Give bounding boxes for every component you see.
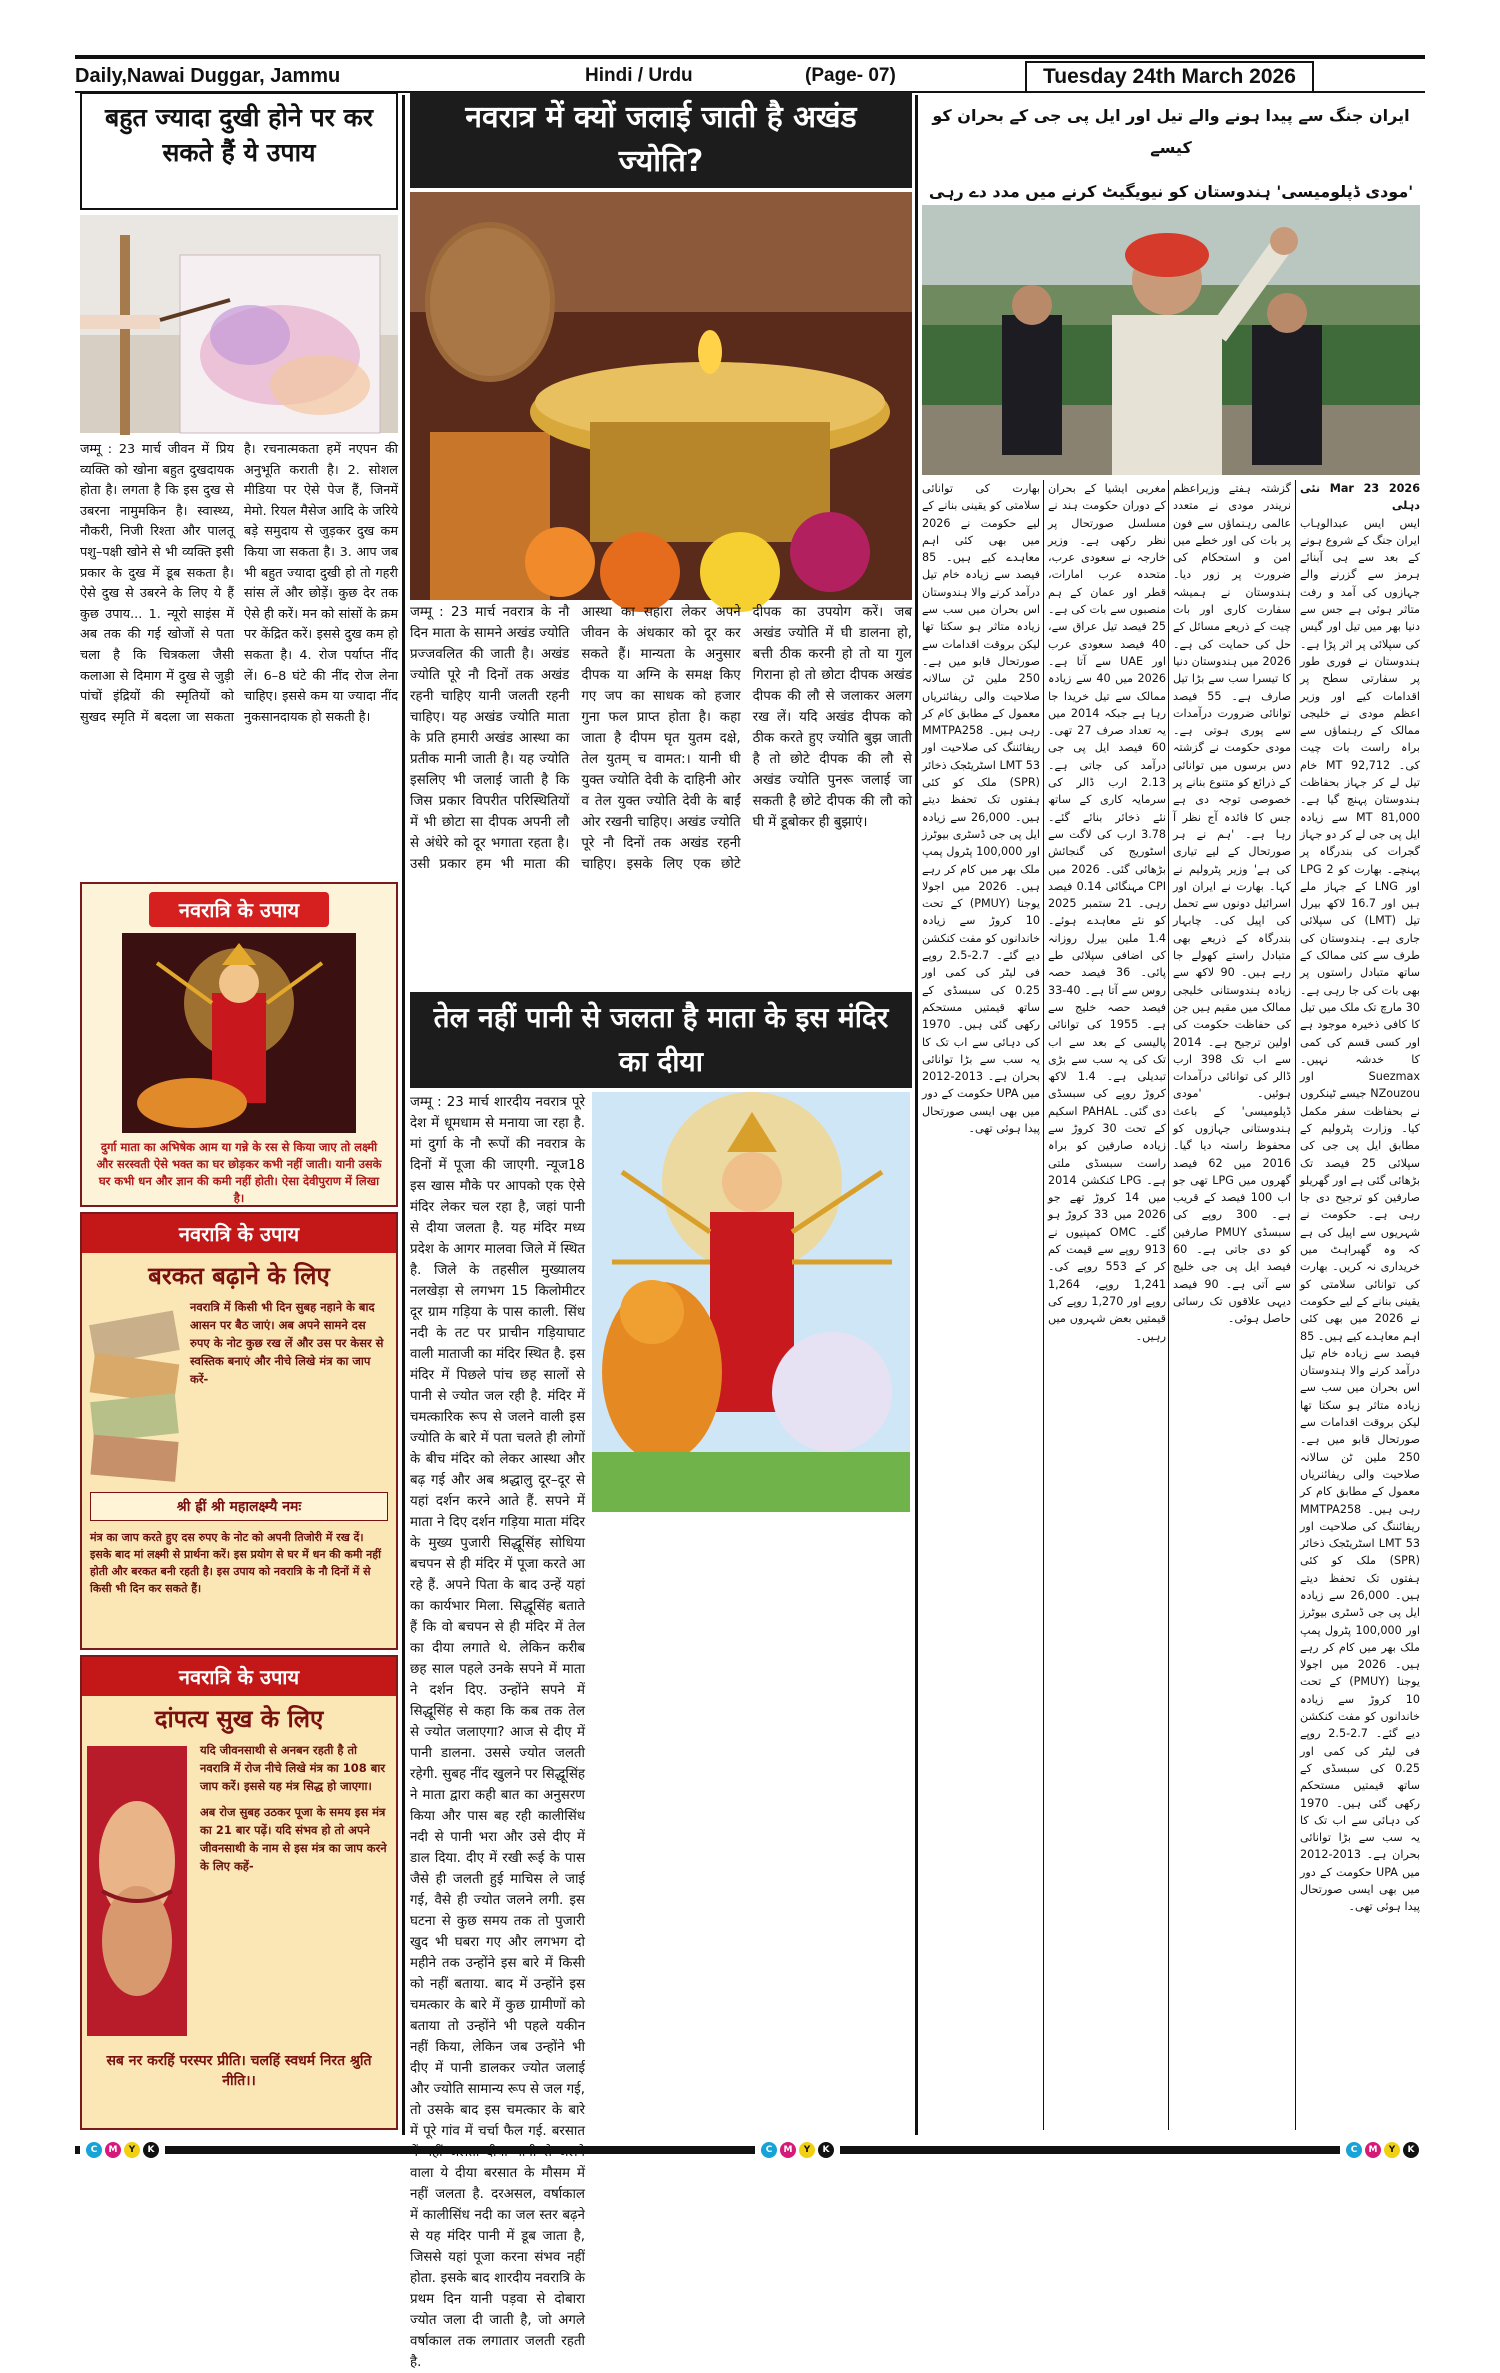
urdu-body-col1-text: ایس ایس عبدالوہاب ایران جنگ کے شروع ہونے کے بعد سے ہی آبنائے ہرمز سے گزرنے والے جہازوں کی آمد و رفت متاثر ہوئی ہے جس سے دنیا بھر میں تیل اور گیس کی سپلائی پر اثر پڑا ہے۔ ہندوستان نے فوری طور پر سفارتی سطح پر اقدامات کیے اور وزیر اعظم مودی نے خلیجی ممالک کے رہنماؤں سے براہ راست بات چیت کی۔ 92,712 MT خام تیل لے کر جہاز بحفاظت ہندوستان پہنچ گیا ہے۔ 81,000 MT سے زیادہ ایل پی جی لے کر دو جہاز گجرات کی بندرگاہ پر پہنچے۔ بھارت کو 2 LPG اور LNG کے جہاز ملے ہیں اور 16.7 لاکھ بیرل تیل (LMT) کی سپلائی جاری ہے۔ ہندوستان کی طرف سے کئی ممالک کے ساتھ متبادل راستوں پر بھی بات کی جا رہی ہے۔ 30 مارچ تک ملک میں تیل کا کافی ذخیرہ موجود ہے اور کسی قسم کی کمی کا خدشہ نہیں۔ Suezmax اور NZouzou جیسے ٹینکروں نے بحفاظت سفر مکمل کیا۔ وزارت پٹرولیم کے مطابق ایل پی جی کی سپلائی 25 فیصد تک بڑھائی گئی ہے اور گھریلو صارفین کو ترجیح دی جا رہی ہے۔ حکومت نے شہریوں سے اپیل کی ہے کہ وہ گھبراہٹ میں خریداری نہ کریں۔ — [1300, 516, 1420, 1274]
cmyk-c: C — [86, 2142, 102, 2158]
modi-waving-illustration — [922, 205, 1420, 475]
urdu-dateline: 2026 Mar 23 نئی دہلی — [1300, 482, 1420, 513]
modi-photo — [922, 205, 1420, 475]
ad-navratri-1 — [80, 882, 398, 1207]
cmyk-m: M — [1365, 2142, 1381, 2158]
painting-illustration — [80, 215, 398, 433]
urdu-body-col2 — [1173, 480, 1291, 2130]
registration-marks-center — [755, 2142, 840, 2158]
page-number: (Page- 07) — [805, 65, 896, 86]
cmyk-m: M — [105, 2142, 121, 2158]
masthead — [75, 55, 1425, 93]
couple-hands-illustration — [82, 1741, 192, 2041]
cmyk-c: C — [1346, 2142, 1362, 2158]
cmyk-c: C — [761, 2142, 777, 2158]
ad2-text1: नवरात्रि में किसी भी दिन सुबह नहाने के बाद आसन पर बैठ जाएं। अब अपने सामने दस रुपए के नोट कुछ रख लें और उस पर केसर से स्वस्तिक बनाएं और नीचे लिखे मंत्र का जाप करें- — [190, 1300, 384, 1386]
article-akhand-jyoti-body — [410, 602, 912, 990]
akhand-jyoti-photo — [410, 192, 912, 600]
article-water-lamp-text: जम्मू : 23 मार्च शारदीय नवरात्र पूरे देश में धूमधाम से मनाया जा रहा है. मां दुर्गा के नौ रूपों की नवरात्र के दिनों में पूजा की जाएगी. न्यूज18 इस खास मौके पर आपको एक ऐसे मंदिर लेकर चल रहा है, जहां पानी से दीया जलता है. यह मंदिर मध्य प्रदेश के आगर मालवा जिले में स्थित है. जिले के तहसील मुख्यालय नलखेड़ा से लगभग 15 किलोमीटर दूर ग्राम गड़िया के पास काली. सिंध नदी के तट पर प्राचीन गड़ियाघाट वाली माताजी का मंदिर स्थित है. इस मंदिर में पिछले पांच छह सालों से पानी से ज्योत जल रही है. मंदिर में चमत्कारिक रूप से जलने वाली इस ज्योति के बारे में पता चलते ही लोगों के बीच मंदिर को लेकर आस्था और बढ़ गई और अब श्रद्धालु दूर–दूर से यहां दर्शन करने आते हैं. सपने में माता ने दिए दर्शन गड़िया माता मंदिर के मुख्य पुजारी सिद्धूसिंह सोधिया बचपन से ही मंदिर में पूजा करते आ रहे हैं. अपने पिता के बाद उन्हें यहां का कार्यभार मिला. सिद्धूसिंह बताते हैं कि वो बचपन से ही मंदिर में तेल का दीया लगाते थे. लेकिन करीब छह साल पहले उनके सपने में माता ने दर्शन दिए. उन्होंने सपने में सिद्धूसिंह से कहा कि कब तक तेल से ज्योत जलाएगा? आज से दीए में पानी डालना. उससे ज्योत जलती रहेगी. सुबह नींद खुलने पर सिद्धूसिंह ने माता द्वारा कही बात का अनुसरण किया और पास बह रही कालीसिंध नदी से पानी भरा और उसे दीए में डाल दिया. दीए में रखी रूई के पास जैसे ही जलती हुई माचिस ले जाई गई, वैसे ही ज्योत जलने लगी. इस घटना से कुछ समय तक तो पुजारी खुद भी घबरा गए और लगभग दो महीने तक उन्होंने इस बारे में किसी को नहीं बताया. बाद में उन्होंने इस चमत्कार के बारे में कुछ ग्रामीणों को बताया तो उन्होंने भी पहले यकीन नहीं किया, लेकिन जब उन्होंने भी दीए में पानी डालकर ज्योत जलाई और ज्योति सामान्य रूप से जल गई, तो उसके बाद इस चमत्कार के बारे में पूरे गांव में चर्चा फैल गई. बरसात वाला ये दीया बरसात के मौसम में नहीं जलता है. दरअसल, वर्षाकाल में कालीसिंध नदी का जल स्तर बढ़ने से यह मंदिर पानी में डूब जाता है, जिससे यहां पूजा करना संभव नहीं होता. इसके बाद शारदीय नवरात्रि के प्रथम दिन यानी पड़वा से दोबारा ज्योत जला दी जाती है, जो अगले वर्षाकाल तक लगातार जलती रहती है. — [410, 1095, 585, 2370]
headline-grief — [80, 92, 398, 210]
ad1-caption: दुर्गा माता का अभिषेक आम या गन्ने के रस से किया जाए तो लक्ष्मी और सरस्वती ऐसे भक्त का घर छोड़कर कभी नहीं जाती। यानी उसके घर कभी धन और ज्ञान की कमी नहीं होती। ऐसा देवीपुराण में लिखा है। — [96, 1140, 382, 1205]
ad2-mantra: श्री ह्रीं श्री महालक्ष्म्यै नमः — [90, 1492, 388, 1521]
urdu-body-col4-text: گزشتہ ہفتے وزیراعظم نریندر مودی نے متعدد عالمی رہنماؤں سے فون پر بات کی اور خطے میں امن و استحکام کی ضرورت پر زور دیا۔ ہندوستان نے ہمیشہ سفارت کاری اور بات چیت کے ذریعے مسائل کے حل کی حمایت کی ہے۔ 2026 میں ہندوستان دنیا کا تیسرا سب سے بڑا تیل صارف ہے۔ 55 فیصد توانائی ضرورت درآمدات سے پوری ہوتی ہے۔ مودی حکومت نے گزشتہ دس برسوں میں توانائی کے ذرائع کو متنوع بنانے پر خصوصی توجہ دی ہے جس کا فائدہ آج نظر آ رہا ہے۔ 'ہم نے ہر صورتحال کے لیے تیاری کی ہے' وزیر پٹرولیم نے کہا۔ بھارت نے ایران اور اسرائیل دونوں سے تحمل کی اپیل کی۔ چابہار بندرگاہ کے ذریعے بھی متبادل راستے کھولے جا رہے ہیں۔ 90 لاکھ سے زیادہ ہندوستانی خلیجی ممالک میں مقیم ہیں جن کی حفاظت حکومت کی اولین ترجیح ہے۔ 2014 سے اب تک 398 ارب ڈالر کی توانائی درآمدات ہوئیں۔ 'مودی ڈپلومیسی' کے باعث ہندوستانی جہازوں کو محفوظ راستہ دیا گیا۔ 2016 میں 62 فیصد گھروں میں LPG تھی جو اب 100 فیصد کے قریب ہے۔ 300 روپے کی سبسڈی PMUY صارفین کو دی جاتی ہے۔ 60 فیصد ایل پی جی خلیج سے آتی ہے۔ 90 فیصد دیہی علاقوں تک رسائی حاصل ہوئی۔ — [1173, 482, 1292, 1326]
ad2-text2: मंत्र का जाप करते हुए दस रुपए के नोट को अपनी तिजोरी में रख दें। इसके बाद मां लक्ष्मी से प्रार्थना करें। इस प्रयोग से घर में धन की कमी नहीं होती और बरकत बनी रहती है। इस उपाय को नवरात्रि के नौ दिनों में से किसी भी दिन कर सकते हैं। — [90, 1531, 381, 1595]
headline-water-lamp-text: तेल नहीं पानी से जलता है माता के इस मंदिर का दीया — [433, 1001, 889, 1078]
urdu-headline — [922, 100, 1420, 200]
headline-akhand-jyoti — [410, 92, 912, 188]
cmyk-y: Y — [1384, 2142, 1400, 2158]
paper-name: Daily,Nawai Duggar, Jammu — [75, 65, 341, 87]
column-rule — [402, 95, 405, 2135]
cmyk-y: Y — [799, 2142, 815, 2158]
ad1-title: नवरात्रि के उपाय — [149, 892, 329, 927]
ad2-subtitle: बरकत बढ़ाने के लिए — [148, 1262, 330, 1290]
headline-water-lamp — [410, 992, 912, 1088]
goddess-durga-illustration — [592, 1092, 910, 1512]
painting-photo — [80, 215, 398, 433]
cmyk-k: K — [1403, 2142, 1419, 2158]
urdu-body-col2-text: بھارت کی توانائی سلامتی کو یقینی بنانے کے لیے حکومت نے 2026 میں بھی کئی اہم معاہدے کیے ہیں۔ 85 فیصد سے زیادہ خام تیل درآمد کرنے والا ہندوستان اس بحران میں سب سے زیادہ متاثر ہو سکتا تھا لیکن بروقت اقدامات سے صورتحال قابو میں ہے۔ 250 ملین ٹن سالانہ صلاحیت والی ریفائنریاں معمول کے مطابق کام کر رہی ہیں۔ MMTPA258 ریفائننگ کی صلاحیت اور 53 LMT اسٹریٹجک ذخائر (SPR) ملک کو کئی ہفتوں تک تحفظ دیتے ہیں۔ 26,000 سے زیادہ ایل پی جی ڈسٹری بیوٹرز اور 100,000 پٹرول پمپ ملک بھر میں کام کر رہے ہیں۔ 2026 میں اجولا یوجنا (PMUY) کے تحت 10 کروڑ سے زیادہ خاندانوں کو مفت کنکشن دیے گئے۔ 2.7-2.5 روپے فی لیٹر کی کمی اور 0.25 کی سبسڈی کے ساتھ قیمتیں مستحکم رکھی گئی ہیں۔ 1970 کی دہائی سے اب تک کا یہ سب سے بڑا توانائی بحران ہے۔ 2013-2012 میں UPA حکومت کے دور میں بھی ایسی صورتحال پیدا ہوئی تھی۔ — [1300, 1260, 1421, 1914]
headline-akhand-jyoti-text: नवरात्र में क्यों जलाई जाती है अखंड ज्योति? — [465, 100, 857, 179]
urdu-body-col3-text: مغربی ایشیا کے بحران کے دوران حکومت ہند نے مسلسل صورتحال پر نظر رکھی ہے۔ وزیر خارجہ نے سعودی عرب، متحدہ عرب امارات، قطر اور عمان کے ہم منصبوں سے بات کی ہے۔ 25 فیصد تیل عراق سے، 40 فیصد سعودی عرب اور UAE سے آتا ہے۔ 2026 میں 40 سے زیادہ ممالک سے تیل خریدا جا رہا ہے جبکہ 2014 میں یہ تعداد صرف 27 تھی۔ 60 فیصد ایل پی جی درآمد کی جاتی ہے۔ 2.13 ارب ڈالر کی سرمایہ کاری کے ساتھ نئے ذخائر بنائے گئے۔ 3.78 ارب کی لاگت سے اسٹوریج کی گنجائش بڑھائی گئی۔ 2026 میں CPI مہنگائی 0.14 فیصد رہی۔ 21 ستمبر 2025 کو نئے معاہدے ہوئے۔ 1.4 ملین بیرل روزانہ کی اضافی سپلائی طے پائی۔ 36 فیصد حصہ روس سے آتا ہے۔ 40-33 فیصد حصہ خلیج سے ہے۔ 1955 کی توانائی پالیسی کے بعد سے اب تک کی یہ سب سے بڑی تبدیلی ہے۔ 1.4 لاکھ کروڑ روپے کی سبسڈی دی گئی۔ PAHAL اسکیم کے تحت 30 کروڑ سے زیادہ صارفین کو براہ راست سبسڈی ملتی ہے۔ LPG کنکشن 2014 میں 14 کروڑ تھے جو 2026 میں 33 کروڑ ہو گئے۔ OMC کمپنیوں نے 913 روپے سے قیمت کم کر کے 553 روپے کی۔ 1,241 روپے، 1,264 روپے اور 1,270 روپے کی قیمتیں بعض شہروں میں رہیں۔ — [1048, 482, 1166, 1343]
ad3-mantra: सब नर करहिं परस्पर प्रीति। चलहिं स्वधर्म निरत श्रुति नीति।। — [106, 2053, 372, 2089]
article-grief-text: जम्मू : 23 मार्च जीवन में प्रिय व्यक्ति को खोना बहुत दुखदायक होता है। लगता है कि इस दुख से उबरना नामुमकिन है। स्वास्थ्य, नौकरी, निजी रिश्ता और पालतू पशु–पक्षी खोने से भी व्यक्ति इसी प्रकार के दुख में डूब सकता है। ऐसे दुख से उबरने के लिए ये हैं कुछ उपाय... 1. न्यूरो साइंस में अब तक की गई खोजों से पता चला है कि चित्रकला जैसी कलाआ से दिमाग में दुख से जुड़ी पांचों इंद्रियों की स्मृतियों को सुखद स्मृति में बदला जा सकता है। रचनात्मकता हमें नएपन की अनुभूति कराती है। 2. सोशल मीडिया पर ऐसे पेज हैं, जिनमें मेमो. रियल मैसेज आदि के जरिये बड़े समुदाय से जुड़कर दुख कम किया जा सकता है। 3. आप जब भी बहुत ज्यादा दुखी हो तो गहरी सांस लें और छोड़ें। कुछ देर तक ऐसे ही करें। मन को सांसों के क्रम पर केंद्रित करें। इससे दुख कम हो सकता है। 4. रोज पर्याप्त नींद लें। 6–8 घंटे की नींद रोज लेना चाहिए। इससे कम या ज्यादा नींद नुकसानदायक हो सकती है। — [80, 442, 398, 725]
cmyk-y: Y — [124, 2142, 140, 2158]
bottom-rule — [75, 2146, 1425, 2154]
durga-photo — [592, 1092, 910, 1512]
urdu-body-col4 — [922, 480, 1040, 2130]
urdu-column-rule — [1295, 480, 1296, 2130]
ad3-text2: अब रोज सुबह उठकर पूजा के समय इस मंत्र का 21 बार पढ़ें। यदि संभव हो तो अपने जीवनसाथी के नाम से इस मंत्र का जाप करने के लिए कहें- — [200, 1805, 387, 1873]
registration-marks-left — [80, 2142, 165, 2158]
ad3-title: नवरात्रि के उपाय — [178, 1665, 300, 1689]
ad3-subtitle: दांपत्य सुख के लिए — [154, 1705, 324, 1733]
article-akhand-jyoti-text: जम्मू : 23 मार्च नवरात्र के नौ दिन माता के सामने अखंड ज्योति प्रज्जवलित की जाती है। अखंड ज्योति पूरे नौ दिनों तक अखंड रहनी चाहिए यानी जलती रहनी चाहिए। यह अखंड ज्योति माता के प्रति हमारी अखंड आस्था का प्रतीक मानी जाती है। यह ज्योति इसलिए भी जलाई जाती है कि जिस प्रकार विपरीत परिस्थितियों में भी छोटा सा दीपक अपनी लौ से अंधेरे को दूर भगाता रहता है। उसी प्रकार हम भी माता की आस्था का सहारा लेकर अपने जीवन के अंधकार को दूर कर सकते हैं। मान्यता के अनुसार दीपक या अग्नि के समक्ष किए गए जप का साधक को हजार गुना फल प्राप्त होता है। कहा जाता है दीपम घृत युतम दक्षे, तेल युतम् च वामत:। यानी घी युक्त ज्योति देवी के दाहिनी ओर व तेल युक्त ज्योति देवी के बाईं ओर रखनी चाहिए। अखंड ज्योति पूरे नौ दिनों तक अखंड रहनी चाहिए। इसके लिए एक छोटे दीपक का उपयोग करें। जब अखंड ज्योति में घी डालना हो, बत्ती ठीक करनी हो तो या गुल गिराना हो तो छोटा दीपक अखंड दीपक की लौ से जलाकर अलग रख लें। यदि अखंड दीपक को ठीक करते हुए ज्योति बुझ जाती है तो छोटे दीपक की लौ से अखंड ज्योति पुनरू जलाई जा सकती है छोटे दीपक की लौ को घी में डूबोकर ही बुझाएं। — [410, 605, 912, 872]
registration-marks-right — [1340, 2142, 1425, 2158]
issue-date: Tuesday 24th March 2026 — [1025, 61, 1314, 93]
cmyk-k: K — [818, 2142, 834, 2158]
article-grief-body — [80, 440, 398, 880]
currency-notes-illustration — [82, 1298, 182, 1488]
durga-illustration — [82, 933, 396, 1133]
urdu-headline-line1: ایران جنگ سے پیدا ہونے والے تیل اور ایل پی جی کے بحران کو کیسے — [932, 106, 1410, 157]
column-rule — [915, 95, 918, 2135]
ad-navratri-3 — [80, 1655, 398, 2130]
urdu-body-col3 — [1048, 480, 1166, 2130]
ad-navratri-2 — [80, 1212, 398, 1650]
urdu-column-rule — [1043, 480, 1044, 2130]
urdu-body-col4b-text: بھارت کی توانائی سلامتی کو یقینی بنانے کے لیے حکومت نے 2026 میں بھی کئی اہم معاہدے کیے ہیں۔ 85 فیصد سے زیادہ خام تیل درآمد کرنے والا ہندوستان اس بحران میں سب سے زیادہ متاثر ہو سکتا تھا لیکن بروقت اقدامات سے صورتحال قابو میں ہے۔ 250 ملین ٹن سالانہ صلاحیت والی ریفائنریاں معمول کے مطابق کام کر رہی ہیں۔ MMTPA258 ریفائننگ کی صلاحیت اور 53 LMT اسٹریٹجک ذخائر (SPR) ملک کو کئی ہفتوں تک تحفظ دیتے ہیں۔ 26,000 سے زیادہ ایل پی جی ڈسٹری بیوٹرز اور 100,000 پٹرول پمپ ملک بھر میں کام کر رہے ہیں۔ 2026 میں اجولا یوجنا (PMUY) کے تحت 10 کروڑ سے زیادہ خاندانوں کو مفت کنکشن دیے گئے۔ 2.7-2.5 روپے فی لیٹر کی کمی اور 0.25 کی سبسڈی کے ساتھ قیمتیں مستحکم رکھی گئی ہیں۔ 1970 کی دہائی سے اب تک کا یہ سب سے بڑا توانائی بحران ہے۔ 2013-2012 میں UPA حکومت کے دور میں بھی ایسی صورتحال پیدا ہوئی تھی۔ — [921, 482, 1041, 1135]
cmyk-k: K — [143, 2142, 159, 2158]
urdu-body-col1 — [1300, 480, 1420, 2130]
article-water-lamp-body-a — [410, 1092, 585, 2370]
ad3-text1: यदि जीवनसाथी से अनबन रहती है तो नवरात्रि में रोज नीचे लिखे मंत्र का 108 बार जाप करें। इससे यह मंत्र सिद्ध हो जाएगा। — [200, 1743, 386, 1793]
headline-grief-text: बहुत ज्यादा दुखी होने पर कर सकते हैं ये उपाय — [104, 103, 374, 167]
urdu-headline-line2: 'مودی ڈپلومیسی' ہندوستان کو نیویگیٹ کرنے میں مدد دے رہی — [928, 182, 1414, 201]
language-label: Hindi / Urdu — [585, 65, 693, 86]
cmyk-m: M — [780, 2142, 796, 2158]
diya-kalash-illustration — [410, 192, 912, 600]
ad2-title: नवरात्रि के उपाय — [178, 1222, 300, 1246]
urdu-column-rule — [1168, 480, 1169, 2130]
